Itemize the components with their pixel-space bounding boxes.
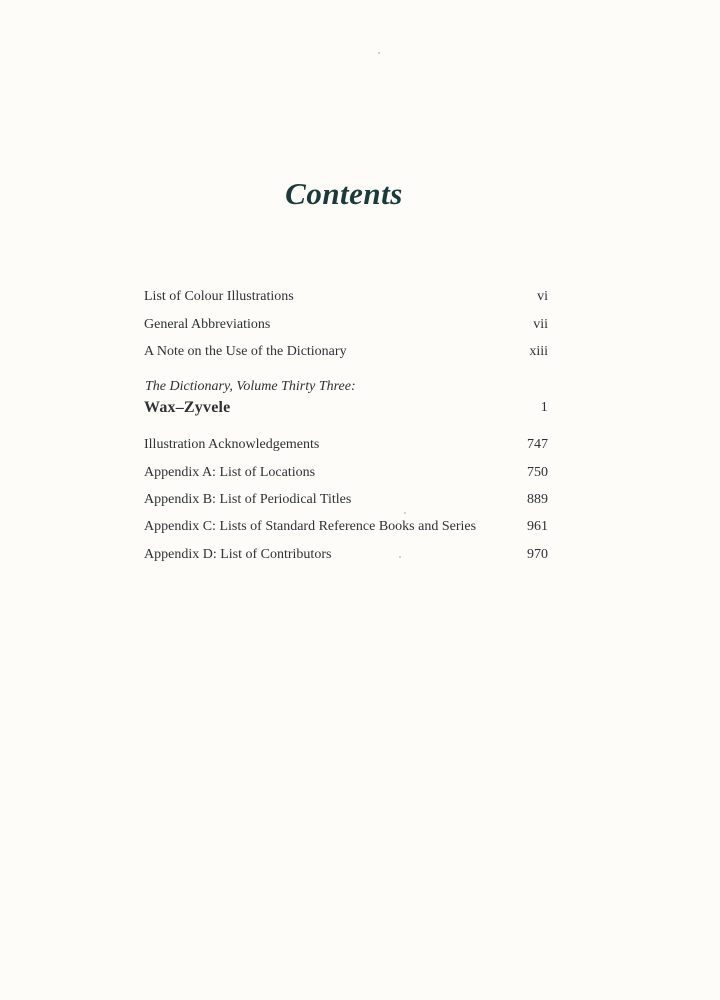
- toc-entry-label: Illustration Acknowledgements: [144, 437, 320, 452]
- toc-entry-page: 750: [527, 465, 548, 480]
- toc-row: [144, 545, 548, 565]
- toc-entry-label: Wax–Zyvele: [144, 399, 231, 416]
- toc-entry-label: Appendix B: List of Periodical Titles: [144, 492, 352, 507]
- toc-entry-label: Appendix D: List of Contributors: [144, 547, 332, 562]
- toc-entry-label: Appendix A: List of Locations: [144, 465, 316, 480]
- toc-row: [144, 287, 548, 307]
- toc-entry-page: vi: [537, 289, 548, 304]
- toc-entry-page: 889: [527, 492, 548, 507]
- toc-row-main-entry: [144, 398, 548, 418]
- toc-entry-label: A Note on the Use of the Dictionary: [144, 344, 347, 359]
- toc-row: [144, 463, 548, 483]
- paper-speck: [399, 556, 401, 558]
- toc-entry-page: xiii: [529, 344, 548, 359]
- toc-entry-page: 970: [527, 547, 548, 562]
- toc-row: [144, 517, 548, 537]
- paper-speck: [378, 52, 380, 54]
- toc-entry-label: List of Colour Illustrations: [144, 289, 294, 304]
- paper-speck: [404, 512, 406, 514]
- toc-entry-page: 747: [527, 437, 548, 452]
- toc-entry-label: General Abbreviations: [144, 317, 271, 332]
- section-heading: The Dictionary, Volume Thirty Three:: [145, 379, 356, 394]
- toc-row: [144, 342, 548, 362]
- toc-row: [144, 490, 548, 510]
- toc-entry-label: Appendix C: Lists of Standard Reference Books and Series: [144, 519, 477, 534]
- toc-row: [144, 435, 548, 455]
- page-title: Contents: [285, 176, 403, 211]
- toc-entry-page: vii: [533, 317, 548, 332]
- toc-entry-page: 961: [527, 519, 548, 534]
- toc-entry-page: 1: [540, 400, 548, 415]
- toc-row: [144, 315, 548, 335]
